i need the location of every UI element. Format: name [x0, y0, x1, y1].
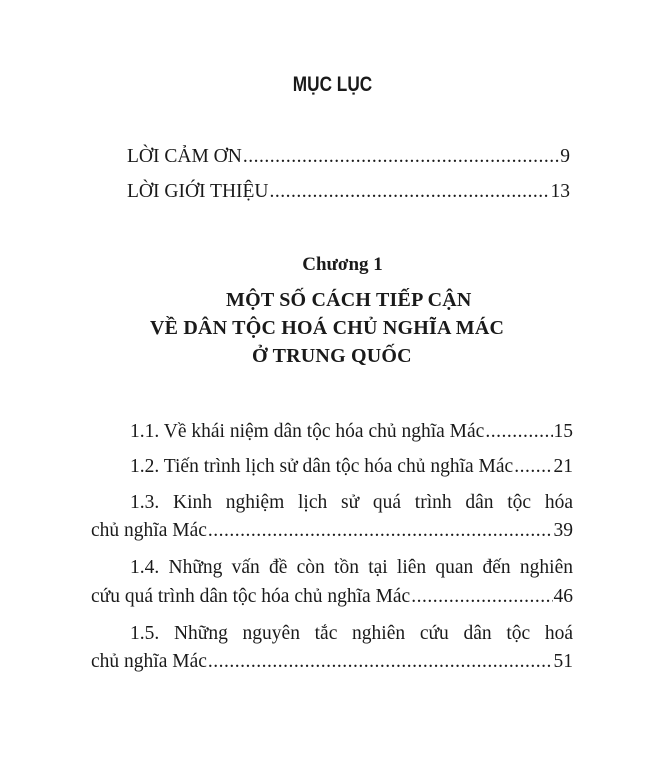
- toc-entry-label: LỜI GIỚI THIỆU: [127, 181, 269, 202]
- toc-section-1-5: [91, 651, 573, 673]
- toc-section-page: 51: [553, 651, 573, 672]
- toc-entry-page: 9: [560, 146, 570, 167]
- toc-entry-label: LỜI CẢM ƠN: [127, 146, 242, 167]
- toc-entry-acknowledgements: [127, 146, 570, 168]
- toc-section-label: 1.2. Tiến trình lịch sử dân tộc hóa chủ nghĩa Mác: [130, 456, 514, 477]
- dot-leader: [243, 146, 559, 168]
- page-title: MỤC LỤC: [292, 73, 373, 96]
- toc-section-page: 46: [553, 586, 573, 607]
- dot-leader: [514, 456, 552, 478]
- toc-section-label: chủ nghĩa Mác: [91, 520, 207, 541]
- dot-leader: [208, 651, 553, 673]
- toc-section-label: cứu quá trình dân tộc hóa chủ nghĩa Mác: [91, 586, 411, 607]
- dot-leader: [485, 421, 552, 443]
- chapter-title-line-3: Ở TRUNG QUỐC: [252, 345, 412, 367]
- dot-leader: [270, 181, 550, 203]
- chapter-title-line-2: VỀ DÂN TỘC HOÁ CHỦ NGHĨA MÁC: [150, 317, 505, 339]
- toc-entry-page: 13: [550, 181, 570, 202]
- chapter-title-line-1: MỘT SỐ CÁCH TIẾP CẬN: [226, 289, 472, 311]
- toc-section-page: 21: [553, 456, 573, 477]
- chapter-label: Chương 1: [302, 254, 383, 275]
- toc-section-label: chủ nghĩa Mác: [91, 651, 207, 672]
- toc-section-label: 1.1. Về khái niệm dân tộc hóa chủ nghĩa Mác: [130, 421, 485, 442]
- toc-section-1-2: [130, 456, 573, 478]
- toc-section-1-4: [91, 586, 573, 608]
- dot-leader: [411, 586, 552, 608]
- toc-section-1-3: [91, 520, 573, 542]
- toc-section-1-5-line-1: 1.5. Những nguyên tắc nghiên cứu dân tộc hoá: [130, 623, 573, 644]
- toc-entry-introduction: [127, 181, 570, 203]
- toc-section-page: 39: [553, 520, 573, 541]
- dot-leader: [208, 520, 553, 542]
- toc-section-1-3-line-1: 1.3. Kinh nghiệm lịch sử quá trình dân tộc hóa: [130, 492, 573, 513]
- toc-section-1-4-line-1: 1.4. Những vấn đề còn tồn tại liên quan đến nghiên: [130, 557, 573, 578]
- toc-section-1-1: [130, 421, 573, 443]
- toc-section-page: 15: [553, 421, 573, 442]
